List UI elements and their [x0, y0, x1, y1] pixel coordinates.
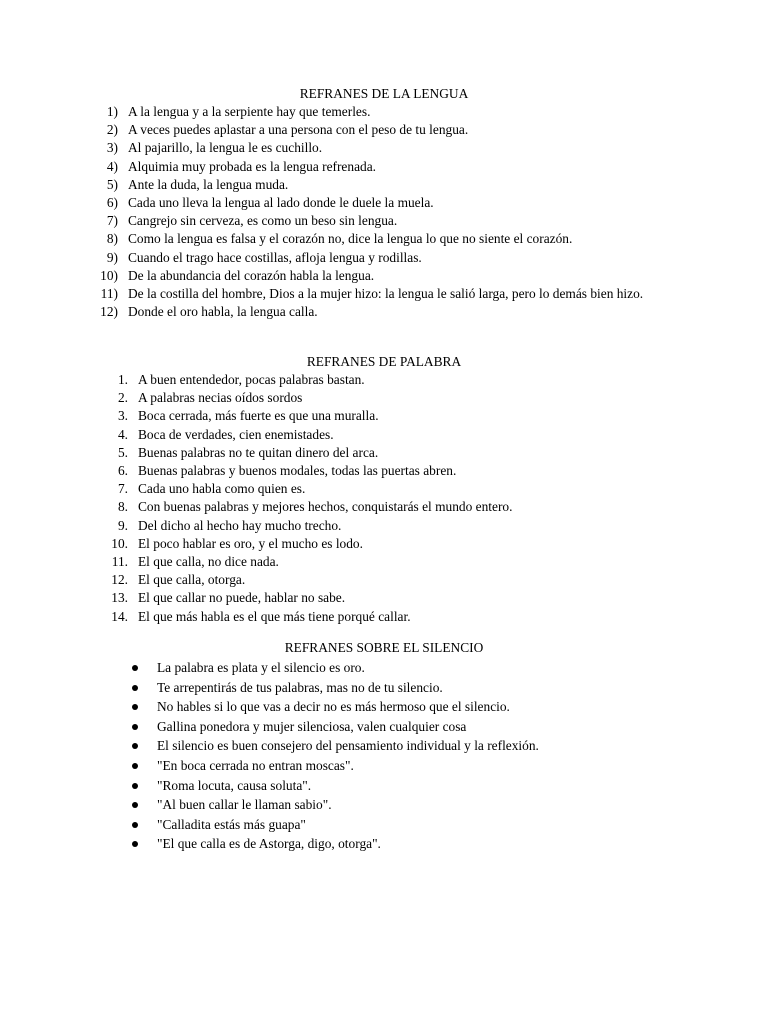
- list-number: 2): [106, 122, 118, 138]
- list-number: 6.: [117, 463, 128, 479]
- list-item: [157, 717, 717, 737]
- list-item: [106, 249, 688, 267]
- list-item: [117, 371, 698, 389]
- list-item-text: Ante la duda, la lengua muda.: [128, 176, 289, 192]
- list-item: [106, 230, 688, 248]
- list-item: [117, 444, 698, 462]
- list-item: [106, 176, 688, 194]
- list-item: [157, 658, 717, 678]
- list-item: [111, 589, 698, 607]
- list-item-text: El que calla, no dice nada.: [138, 554, 279, 570]
- list-item-text: A palabras necias oídos sordos: [138, 390, 303, 406]
- list-item-text: Boca cerrada, más fuerte es que una muralla.: [138, 408, 379, 424]
- list-item-text: "Al buen callar le llaman sabio".: [157, 797, 332, 813]
- list-item-text: No hables si lo que vas a decir no es más hermoso que el silencio.: [157, 699, 510, 715]
- list-item: [100, 303, 688, 321]
- bullet-icon: [132, 841, 138, 847]
- list-item: [157, 795, 717, 815]
- list-number: 5.: [117, 444, 128, 460]
- bullet-icon: [132, 665, 138, 671]
- list-number: 12.: [111, 572, 128, 588]
- list-item-text: Cada uno habla como quien es.: [138, 481, 306, 497]
- list-item: [117, 426, 698, 444]
- list-number: 10): [100, 267, 118, 283]
- list-item-text: Al pajarillo, la lengua le es cuchillo.: [128, 140, 323, 156]
- list-number: 4.: [117, 426, 128, 442]
- section-title-palabra: REFRANES DE PALABRA: [306, 354, 462, 369]
- list-item: [106, 194, 688, 212]
- list-item-text: Alquimia muy probada es la lengua refrenada.: [128, 158, 377, 174]
- list-number: 13.: [111, 590, 128, 606]
- list-number: 6): [106, 195, 118, 211]
- list-item-text: Cuando el trago hace costillas, afloja lengua y rodillas.: [128, 249, 422, 265]
- list-item-text: El que más habla es el que más tiene porqué callar.: [138, 608, 411, 624]
- list-refranes-silencio: [157, 658, 717, 854]
- list-item-text: El que callar no puede, hablar no sabe.: [138, 590, 346, 606]
- list-item-text: A la lengua y a la serpiente hay que temerles.: [128, 104, 371, 119]
- list-item: [106, 158, 688, 176]
- list-number: 2.: [117, 390, 128, 406]
- list-item-text: Buenas palabras no te quitan dinero del arca.: [138, 444, 379, 460]
- list-number: 14.: [111, 608, 128, 624]
- list-item-text: A veces puedes aplastar a una persona con el peso de tu lengua.: [128, 122, 469, 138]
- list-item: [117, 517, 698, 535]
- list-item: [100, 285, 688, 303]
- section-title-lengua: REFRANES DE LA LENGUA: [299, 86, 469, 101]
- list-item-text: Te arrepentirás de tus palabras, mas no de tu silencio.: [157, 679, 443, 695]
- list-number: 9): [106, 249, 118, 265]
- list-item-text: A buen entendedor, pocas palabras bastan.: [138, 372, 365, 387]
- list-item: [157, 697, 717, 717]
- list-number: 1): [106, 104, 118, 119]
- list-number: 1.: [117, 372, 128, 387]
- list-item-text: Donde el oro habla, la lengua calla.: [128, 304, 318, 320]
- bullet-icon: [132, 743, 138, 749]
- bullet-icon: [132, 685, 138, 691]
- list-item: [117, 480, 698, 498]
- list-item-text: Cangrejo sin cerveza, es como un beso sin lengua.: [128, 213, 398, 229]
- list-item: [117, 498, 698, 516]
- list-item-text: Gallina ponedora y mujer silenciosa, valen cualquier cosa: [157, 718, 467, 734]
- list-number: 3): [106, 140, 118, 156]
- list-item-text: "En boca cerrada no entran moscas".: [157, 757, 354, 773]
- bullet-icon: [132, 704, 138, 710]
- list-refranes-palabra: [111, 371, 698, 626]
- list-item-text: La palabra es plata y el silencio es oro.: [157, 660, 365, 675]
- list-item-text: Como la lengua es falsa y el corazón no, dice la lengua lo que no siente el corazón.: [128, 231, 573, 247]
- bullet-icon: [132, 802, 138, 808]
- list-number: 7.: [117, 481, 128, 497]
- list-number: 9.: [117, 517, 128, 533]
- list-item-text: De la costilla del hombre, Dios a la mujer hizo: la lengua le salió larga, pero lo demás bien hizo.: [128, 286, 644, 302]
- bullet-icon: [132, 724, 138, 730]
- list-item: [106, 212, 688, 230]
- bullet-icon: [132, 822, 138, 828]
- list-item: [111, 608, 698, 626]
- list-item: [157, 776, 717, 796]
- list-number: 7): [106, 213, 118, 229]
- list-item-text: "Calladita estás más guapa": [157, 816, 306, 832]
- list-item: [157, 815, 717, 835]
- list-item: [106, 121, 688, 139]
- list-number: 8): [106, 231, 118, 247]
- list-refranes-lengua: [100, 103, 688, 321]
- list-item-text: De la abundancia del corazón habla la lengua.: [128, 267, 375, 283]
- bullet-icon: [132, 783, 138, 789]
- list-item: [106, 103, 688, 121]
- list-item: [157, 756, 717, 776]
- list-item: [157, 678, 717, 698]
- list-item-text: El que calla, otorga.: [138, 572, 246, 588]
- bullet-icon: [132, 763, 138, 769]
- list-item-text: Buenas palabras y buenos modales, todas las puertas abren.: [138, 463, 457, 479]
- list-item: [111, 571, 698, 589]
- list-number: 11.: [111, 554, 128, 570]
- list-item-text: El poco hablar es oro, y el mucho es lodo.: [138, 535, 363, 551]
- list-number: 8.: [117, 499, 128, 515]
- list-number: 10.: [111, 535, 128, 551]
- list-item-text: Con buenas palabras y mejores hechos, conquistarás el mundo entero.: [138, 499, 513, 515]
- section-title-silencio: REFRANES SOBRE EL SILENCIO: [284, 640, 484, 655]
- list-item-text: Cada uno lleva la lengua al lado donde le duele la muela.: [128, 195, 434, 211]
- list-item: [111, 535, 698, 553]
- list-item-text: El silencio es buen consejero del pensamiento individual y la reflexión.: [157, 738, 539, 754]
- list-number: 11): [100, 286, 118, 302]
- list-item: [100, 267, 688, 285]
- list-item-text: Del dicho al hecho hay mucho trecho.: [138, 517, 342, 533]
- list-item-text: "Roma locuta, causa soluta".: [157, 777, 312, 793]
- list-item: [117, 407, 698, 425]
- list-number: 5): [106, 176, 118, 192]
- list-item-text: "El que calla es de Astorga, digo, otorga".: [157, 836, 381, 852]
- list-item: [106, 139, 688, 157]
- list-item: [157, 736, 717, 756]
- list-item: [111, 553, 698, 571]
- list-number: 4): [106, 158, 118, 174]
- list-item: [157, 834, 717, 854]
- list-item-text: Boca de verdades, cien enemistades.: [138, 426, 334, 442]
- list-item: [117, 462, 698, 480]
- list-number: 3.: [117, 408, 128, 424]
- list-number: 12): [100, 304, 118, 320]
- list-item: [117, 389, 698, 407]
